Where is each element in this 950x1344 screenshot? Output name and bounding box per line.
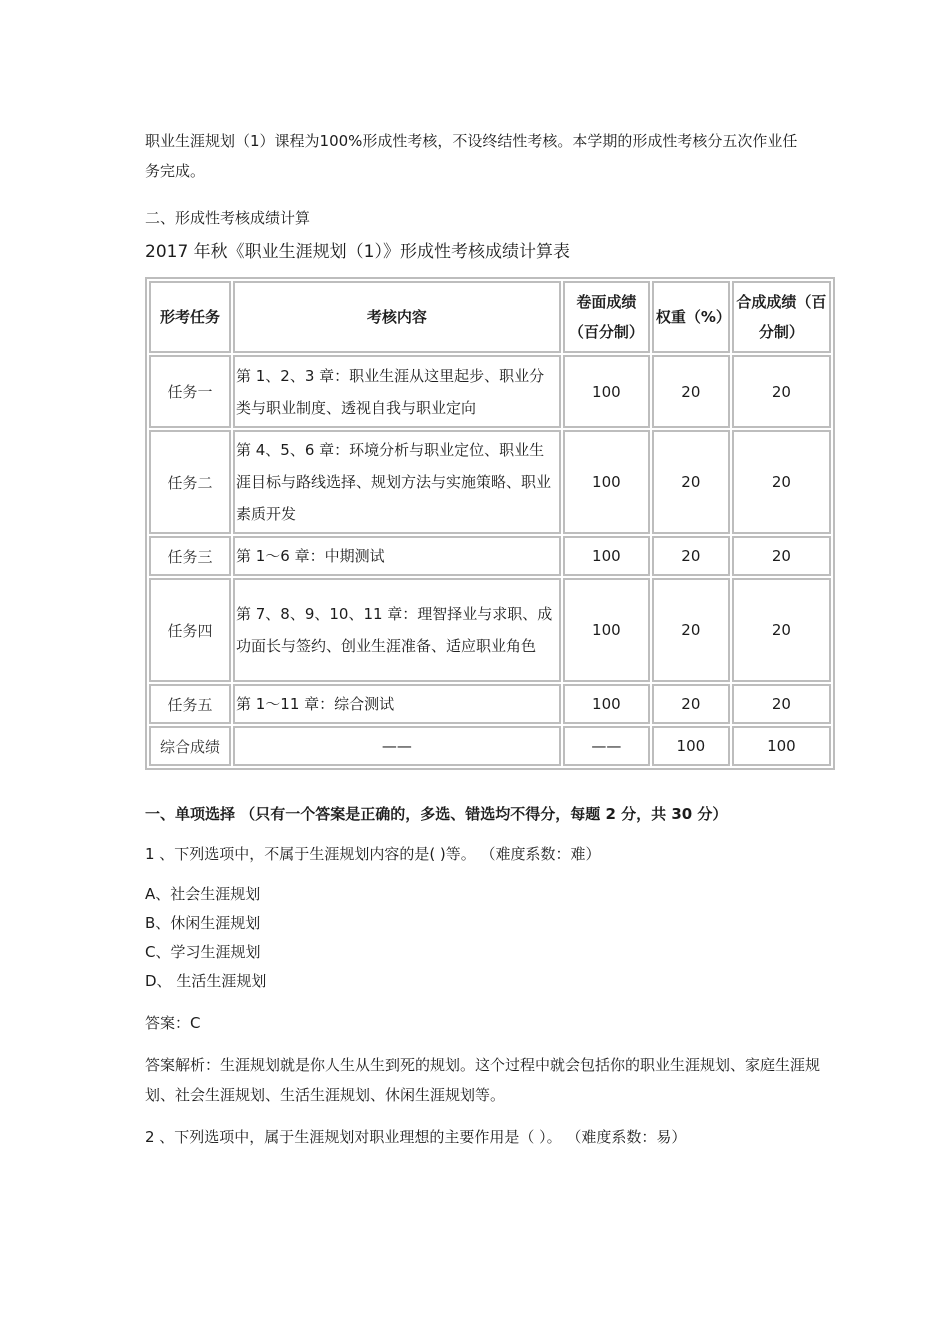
- weight-cell: 20: [652, 536, 730, 576]
- weight-cell: 20: [652, 430, 730, 534]
- section-heading-2: 二、形成性考核成绩计算: [145, 209, 311, 227]
- score-cell: 100: [563, 430, 650, 534]
- table-row: [149, 684, 831, 724]
- content-cell: 第 4、5、6 章：环境分析与职业定位、职业生涯目标与路线选择、规划方法与实施策略、职业素质开发: [233, 430, 561, 534]
- score-cell: 100: [563, 536, 650, 576]
- grade-table: [145, 277, 835, 770]
- table-row: [149, 578, 831, 682]
- score-cell: 100: [563, 684, 650, 724]
- weight-cell: 20: [652, 578, 730, 682]
- header-combined: 合成成绩（百分制）: [732, 281, 831, 353]
- table-row: [149, 536, 831, 576]
- question-1-answer: 答案：C: [145, 1014, 201, 1032]
- weight-cell: 100: [652, 726, 730, 766]
- task-cell: 任务五: [149, 684, 231, 724]
- content-cell: 第 1～11 章：综合测试: [233, 684, 561, 724]
- intro-paragraph: 职业生涯规划（1）课程为100%形成性考核，不设终结性考核。本学期的形成性考核分五次作业任务完成。: [145, 132, 798, 180]
- option-b: B、休闲生涯规划: [145, 914, 261, 932]
- score-cell: 100: [563, 578, 650, 682]
- content-cell: ——: [233, 726, 561, 766]
- single-choice-heading: 一、单项选择 （只有一个答案是正确的，多选、错选均不得分，每题 2 分，共 30 分）: [145, 805, 728, 823]
- task-cell: 任务一: [149, 355, 231, 428]
- combined-cell: 20: [732, 684, 831, 724]
- table-header-row: [149, 281, 831, 353]
- document-page: [145, 126, 835, 1148]
- header-content: 考核内容: [233, 281, 561, 353]
- table-title: 2017 年秋《职业生涯规划（1）》形成性考核成绩计算表: [145, 242, 570, 262]
- combined-cell: 20: [732, 536, 831, 576]
- header-score: 卷面成绩（百分制）: [563, 281, 650, 353]
- question-1-stem: 1 、下列选项中，不属于生涯规划内容的是( )等。 （难度系数：难）: [145, 845, 601, 863]
- content-cell: 第 1～6 章：中期测试: [233, 536, 561, 576]
- table-row: [149, 355, 831, 428]
- score-cell: 100: [563, 355, 650, 428]
- questions-section: [145, 803, 835, 1148]
- option-a: A、社会生涯规划: [145, 885, 261, 903]
- question-2-stem: 2 、下列选项中，属于生涯规划对职业理想的主要作用是（ ）。 （难度系数：易）: [145, 1128, 687, 1146]
- combined-cell: 100: [732, 726, 831, 766]
- combined-cell: 20: [732, 430, 831, 534]
- weight-cell: 20: [652, 355, 730, 428]
- task-cell: 任务二: [149, 430, 231, 534]
- table-row: [149, 430, 831, 534]
- combined-cell: 20: [732, 578, 831, 682]
- header-task: 形考任务: [149, 281, 231, 353]
- content-cell: 第 7、8、9、10、11 章：理智择业与求职、成功面长与签约、创业生涯准备、适应职业角色: [233, 578, 561, 682]
- total-label-cell: 综合成绩: [149, 726, 231, 766]
- combined-cell: 20: [732, 355, 831, 428]
- option-c: C、学习生涯规划: [145, 943, 261, 961]
- question-1-options: [145, 880, 835, 996]
- weight-cell: 20: [652, 684, 730, 724]
- header-weight: 权重（%）: [652, 281, 730, 353]
- content-cell: 第 1、2、3 章：职业生涯从这里起步、职业分类与职业制度、透视自我与职业定向: [233, 355, 561, 428]
- table-total-row: [149, 726, 831, 766]
- option-d: D、 生活生涯规划: [145, 972, 267, 990]
- task-cell: 任务四: [149, 578, 231, 682]
- score-cell: ——: [563, 726, 650, 766]
- task-cell: 任务三: [149, 536, 231, 576]
- question-1-analysis: 答案解析：生涯规划就是你人生从生到死的规划。这个过程中就会包括你的职业生涯规划、家庭生涯规划、社会生涯规划、生活生涯规划、休闲生涯规划等。: [145, 1056, 821, 1104]
